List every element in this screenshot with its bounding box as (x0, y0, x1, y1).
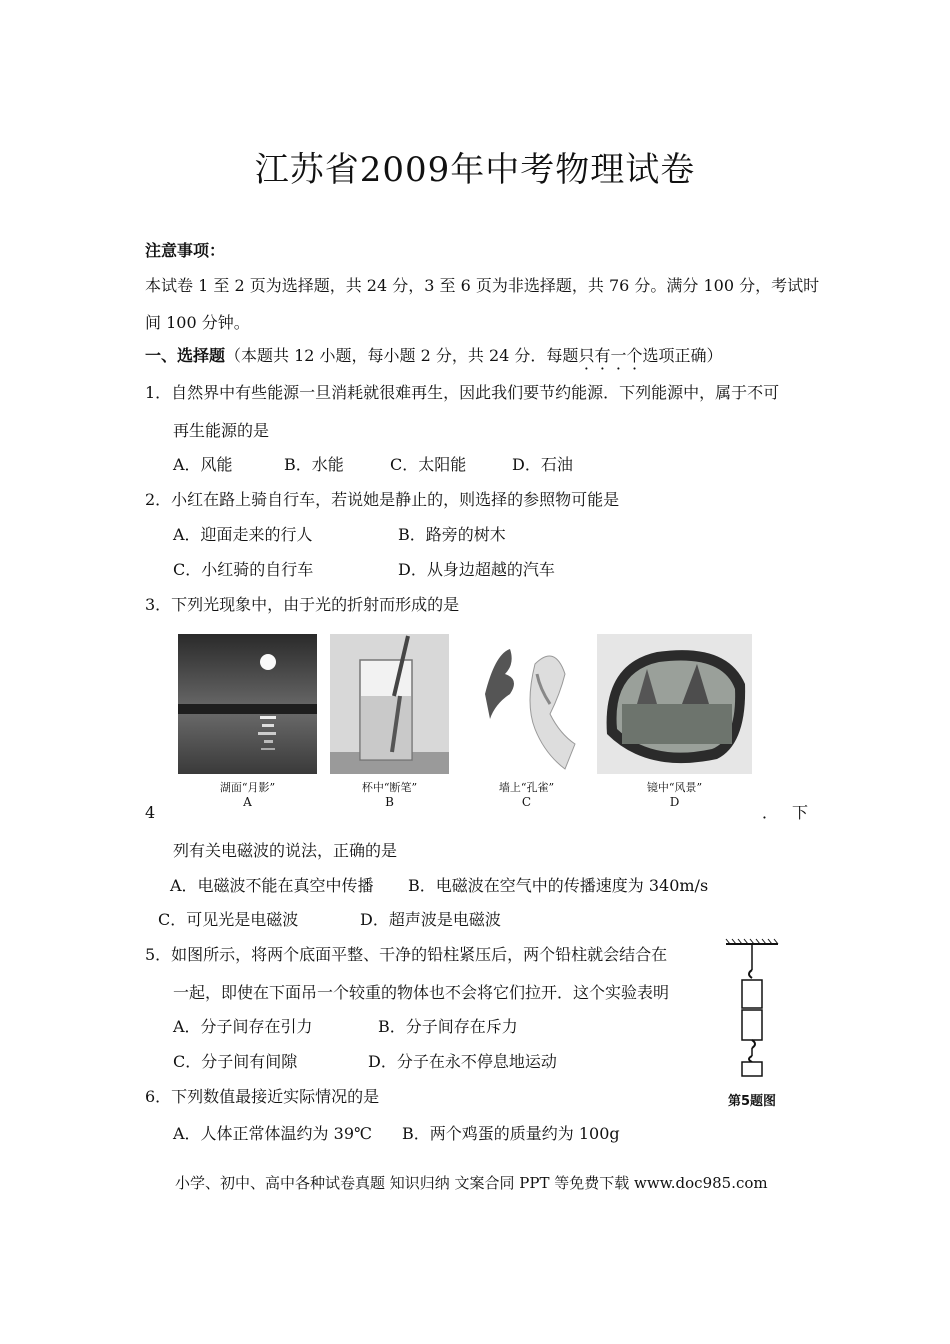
q5-option-a: A．分子间存在引力 (173, 1017, 313, 1036)
section-heading (145, 346, 723, 366)
figure-a-letter: A (243, 795, 252, 809)
q2-stem: 2．小红在路上骑自行车，若说她是静止的，则选择的参照物可能是 (145, 490, 620, 509)
emphasis-char: 一 (610, 346, 627, 365)
q6-stem: 6．下列数值最接近实际情况的是 (145, 1087, 380, 1106)
page-footer: 小学、初中、高中各种试卷真题 知识归纳 文案合同 PPT 等免费下载 www.doc985.com (175, 1174, 768, 1192)
page-title: 江苏省2009年中考物理试卷 (254, 150, 696, 190)
q1-option-c: C．太阳能 (390, 455, 467, 474)
q4-option-c: C．可见光是电磁波 (158, 910, 299, 929)
emphasis-char: 个 (626, 346, 643, 365)
figure-c-letter: C (521, 795, 532, 809)
q5-option-b: B．分子间存在斥力 (378, 1017, 518, 1036)
q1-line-1: 1．自然界中有些能源一旦消耗就很难再生，因此我们要节约能源．下列能源中，属于不可 (145, 383, 780, 402)
q5-option-d: D．分子在永不停息地运动 (368, 1052, 557, 1071)
q6-option-a: A．人体正常体温约为 39℃ (173, 1124, 372, 1143)
q5-option-c: C．分子间有间隙 (173, 1052, 298, 1071)
emphasis-char: 只 (578, 346, 595, 365)
q1-option-d: D．石油 (512, 455, 573, 474)
q3-stem: 3．下列光现象中，由于光的折射而形成的是 (145, 595, 460, 614)
q4-option-a: A．电磁波不能在真空中传播 (170, 876, 374, 895)
section-desc-pre: （本题共 12 小题，每小题 2 分，共 24 分．每题 (225, 346, 579, 365)
figure-d-caption: 镜中“风景” (646, 781, 703, 794)
emphasis-char: 有 (594, 346, 611, 365)
figure-c-caption: 墙上“孔雀” (498, 781, 555, 794)
q6-option-b: B．两个鸡蛋的质量约为 100g (402, 1124, 620, 1143)
figure-a-caption: 湖面“月影” (219, 781, 276, 794)
q5-line-1: 5．如图所示，将两个底面平整、干净的铅柱紧压后，两个铅柱就会结合在 (145, 945, 668, 964)
q1-option-b: B．水能 (284, 455, 344, 474)
q4-number: 4 (145, 803, 156, 822)
q1-option-a: A．风能 (173, 455, 233, 474)
section-desc-post: 选项正确） (642, 346, 723, 365)
q4-option-d: D．超声波是电磁波 (360, 910, 501, 929)
q2-option-a: A．迎面走来的行人 (173, 525, 313, 544)
section-label: 一、选择题 (145, 346, 226, 365)
q4-option-b: B．电磁波在空气中的传播速度为 340m/s (408, 876, 709, 895)
notice-line-1: 本试卷 1 至 2 页为选择题，共 24 分，3 至 6 页为非选择题，共 76 分。满分 100 分，考试时 (145, 276, 820, 295)
figure-b-pencil-glass (330, 634, 449, 774)
q5-figure-caption: 第5题图 (728, 1094, 777, 1109)
q2-option-b: B．路旁的树木 (398, 525, 506, 544)
q5-line-2: 一起，即使在下面吊一个较重的物体也不会将它们拉开．这个实验表明 (173, 983, 670, 1002)
q2-option-d: D．从身边超越的汽车 (398, 560, 555, 579)
q4-dot: ． (762, 803, 779, 822)
q2-option-c: C．小红骑的自行车 (173, 560, 314, 579)
q1-line-2: 再生能源的是 (173, 421, 270, 440)
q3-figure-strip (175, 634, 755, 809)
notice-line-2: 间 100 分钟。 (145, 313, 250, 332)
figure-b-letter: B (385, 795, 394, 809)
figure-a-moon-reflection (178, 634, 317, 774)
figure-d-car-mirror (597, 634, 752, 774)
figure-d-letter: D (669, 795, 680, 809)
notice-heading: 注意事项： (145, 241, 226, 260)
figure-c-hand-shadow (465, 634, 588, 774)
figure-b-caption: 杯中“断笔” (361, 781, 418, 794)
section-desc-em (578, 346, 642, 365)
q4-line-2: 列有关电磁波的说法，正确的是 (173, 841, 398, 860)
q4-tail: 下 (792, 803, 809, 822)
q5-figure-lead-cylinders (722, 938, 784, 1088)
